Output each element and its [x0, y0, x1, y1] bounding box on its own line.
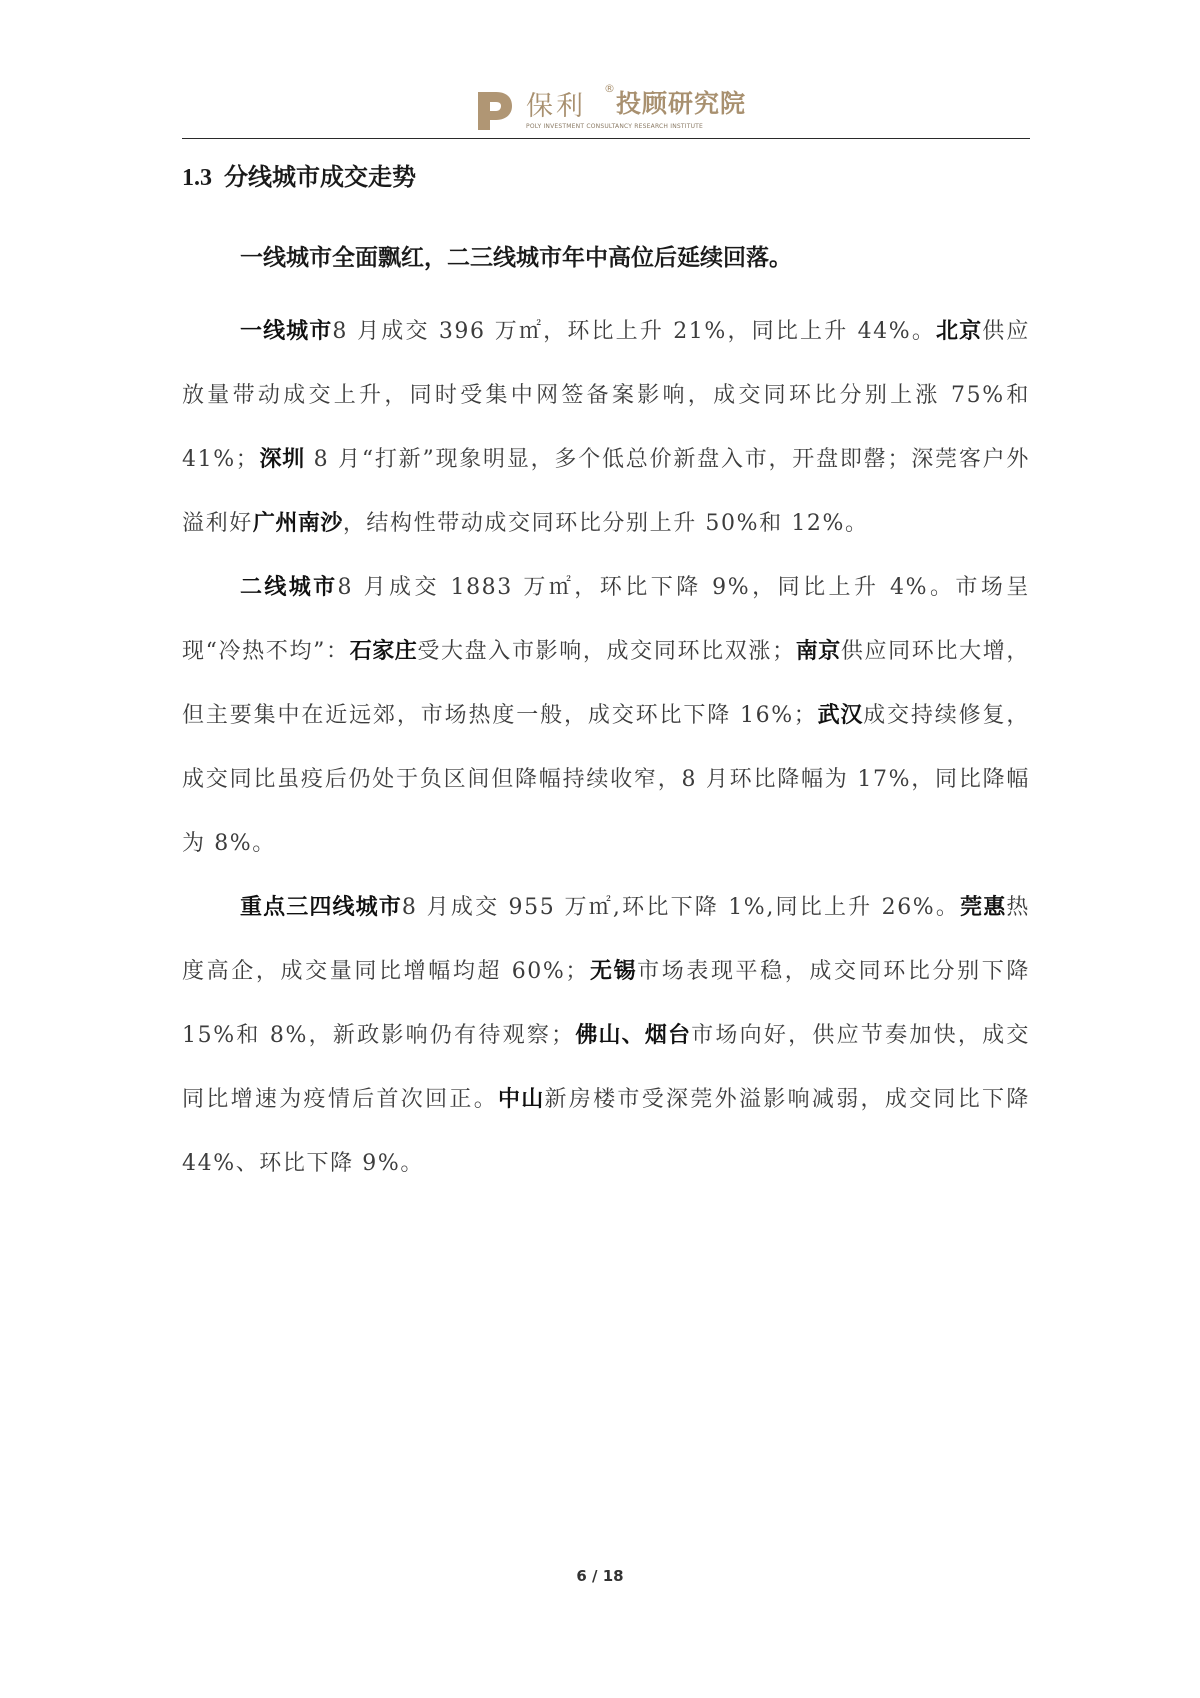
city-foshan-yantai: 佛山、烟台 [574, 1023, 692, 1048]
tier34-text: 市场向好，供应节奏加快，成交同比增速为疫情后首次回正。 [182, 1023, 1031, 1112]
tier1-label: 一线城市 [240, 319, 333, 344]
body-text [182, 240, 1030, 1196]
city-nanjing: 南京 [795, 639, 841, 664]
tier34-text: 新房楼市受深莞外溢影响减弱，成交同比下降 44%、环比下降 9%。 [182, 1087, 1030, 1176]
city-wuxi: 无锡 [589, 959, 638, 984]
city-beijing: 北京 [936, 319, 983, 344]
tier2-text: 成交持续修复，成交同比虽疫后仍处于负区间但降幅持续收窄，8 月环比降幅为 17%，同比降幅为 8%。 [182, 703, 1030, 856]
city-zhongshan: 中山 [498, 1087, 545, 1112]
lead-sentence: 一线城市全面飘红，二三线城市年中高位后延续回落。 [240, 245, 792, 271]
poly-logo-icon [472, 88, 516, 132]
tier34-paragraph [182, 876, 1030, 1196]
page-header [182, 78, 1030, 140]
city-wuhan: 武汉 [817, 703, 864, 728]
city-shijiazhuang: 石家庄 [349, 639, 418, 664]
tier1-text: 8 月成交 396 万㎡，环比上升 21%，同比上升 44%。 [332, 319, 937, 344]
institute-logo [472, 82, 752, 134]
tier1-paragraph [182, 300, 1030, 556]
tier1-text: 供应放量带动成交上升，同时受集中网签备案影响，成交同环比分别上涨 75%和 41%； [182, 319, 1030, 472]
city-shenzhen: 深圳 [259, 447, 305, 472]
tier1-text: 8 月“打新”现象明显，多个低总价新盘入市，开盘即罄；深莞客户外溢利好 [182, 447, 1030, 536]
brand-name: 保利 [526, 91, 586, 122]
tier2-paragraph [182, 556, 1030, 876]
registered-mark: ® [604, 82, 615, 95]
section-title: 分线城市成交走势 [224, 163, 416, 191]
tier2-label: 二线城市 [240, 575, 338, 600]
tier34-text: 市场表现平稳，成交同环比分别下降 15%和 8%，新政影响仍有待观察； [182, 959, 1030, 1048]
tier1-text: ，结构性带动成交同环比分别上升 50%和 12%。 [342, 511, 869, 536]
city-guanhui: 莞惠 [960, 895, 1007, 920]
tier2-text: 受大盘入市影响，成交同环比双涨； [417, 639, 796, 664]
institute-english-name: POLY INVESTMENT CONSULTANCY RESEARCH INSTITUTE [526, 123, 704, 130]
section-number: 1.3 [182, 165, 212, 191]
section-heading [182, 157, 416, 192]
tier34-text: 8 月成交 955 万㎡,环比下降 1%,同比上升 26%。 [401, 895, 961, 920]
institute-name: 投顾研究院 [616, 89, 747, 118]
tier2-text: 供应同环比大增，但主要集中在近远郊，市场热度一般，成交环比下降 16%； [182, 639, 1030, 728]
tier2-text: 8 月成交 1883 万㎡，环比下降 9%，同比上升 4%。市场呈现“冷热不均”： [182, 575, 1030, 664]
tier34-label: 重点三四线城市 [240, 895, 402, 920]
tier34-text: 热度高企，成交量同比增幅均超 60%； [182, 895, 1030, 984]
header-divider [182, 138, 1030, 139]
page-number: 6 / 18 [576, 1567, 624, 1585]
city-guangzhou-nansha: 广州南沙 [252, 511, 343, 536]
